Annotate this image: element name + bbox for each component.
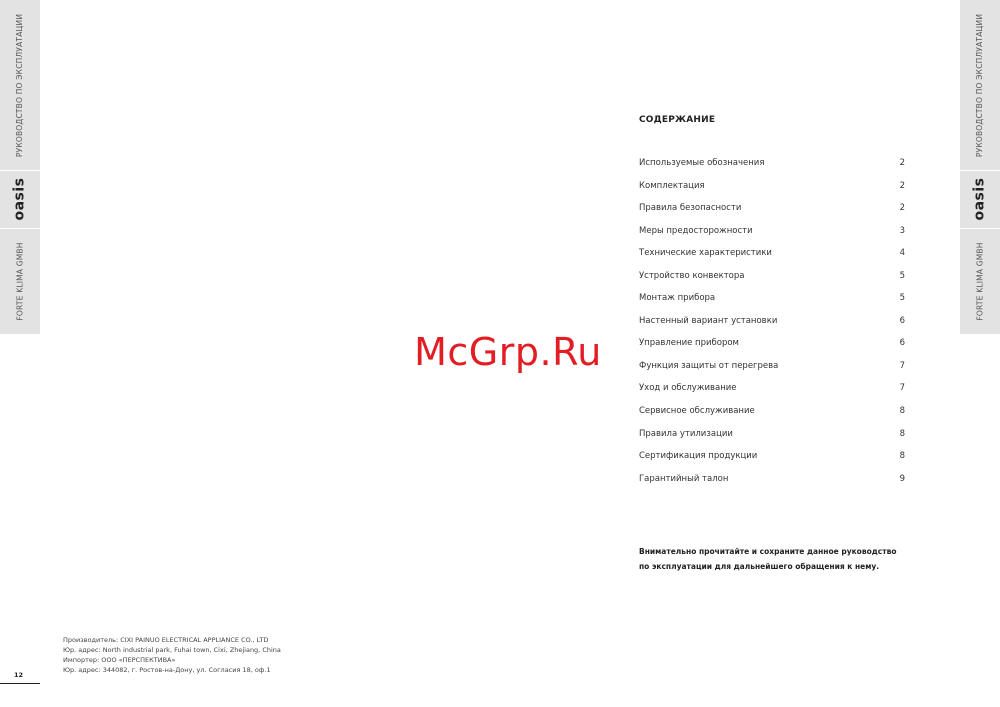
manual-title-segment xyxy=(960,0,1000,170)
toc-item-page: 2 xyxy=(899,180,905,191)
toc-item-page: 8 xyxy=(899,428,905,439)
toc-item-page: 8 xyxy=(899,451,905,462)
toc-row[interactable] xyxy=(639,224,905,247)
importer-address-line: Юр. адрес: 344082, г. Ростов-на-Дону, ул. Согласия 18, оф.1 xyxy=(63,666,271,674)
company-name: FORTE KLIMA GMBH xyxy=(15,241,25,321)
page-number-rule xyxy=(0,683,40,684)
notice-line: Внимательно прочитайте и сохраните данное руководство xyxy=(639,547,897,556)
read-notice xyxy=(639,545,899,574)
manual-title-segment xyxy=(0,0,40,170)
brand-logo: oasis xyxy=(12,177,28,221)
toc-row[interactable] xyxy=(639,404,905,427)
toc-item-label: Правила утилизации xyxy=(639,428,733,439)
toc-row[interactable] xyxy=(639,179,905,202)
toc-item-label: Используемые обозначения xyxy=(639,158,765,168)
toc-item-page: 2 xyxy=(899,203,905,214)
toc-item-page: 5 xyxy=(899,270,905,281)
toc-row[interactable] xyxy=(639,269,905,292)
toc-item-label: Управление прибором xyxy=(639,338,739,349)
toc-item-label: Настенный вариант установки xyxy=(639,315,778,326)
toc-item-label: Функция защиты от перегрева xyxy=(639,360,779,371)
importer-line: Импортер: ООО «ПЕРСПЕКТИВА» xyxy=(63,656,176,664)
toc-item-label: Устройство конвектора xyxy=(639,270,745,281)
right-side-tab xyxy=(960,0,1000,334)
toc-item-label: Комплектация xyxy=(639,180,705,191)
toc-item-label: Технические характеристики xyxy=(639,248,772,259)
manual-title: РУКОВОДСТВО ПО ЭКСПЛУАТАЦИИ xyxy=(15,13,25,157)
toc-row[interactable] xyxy=(639,381,905,404)
toc-item-label: Монтаж прибора xyxy=(639,293,716,304)
toc-item-page: 7 xyxy=(899,360,905,371)
brand-segment xyxy=(960,170,1000,228)
toc-row[interactable] xyxy=(639,314,905,337)
toc-item-page: 2 xyxy=(899,158,905,168)
toc-item-label: Уход и обслуживание xyxy=(639,383,737,394)
toc-item-page: 5 xyxy=(899,293,905,304)
address-line: Юр. адрес: North industrial park, Fuhai town, Cixi, Zhejiang, China xyxy=(63,646,281,654)
left-side-tab xyxy=(0,0,40,334)
toc-row[interactable] xyxy=(639,246,905,269)
page-number: 12 xyxy=(14,671,24,679)
toc-row[interactable] xyxy=(639,472,905,495)
toc-row[interactable] xyxy=(639,359,905,382)
table-of-contents xyxy=(639,113,905,494)
toc-item-label: Гарантийный талон xyxy=(639,473,729,484)
notice-line: по эксплуатации для дальнейшего обращения к нему. xyxy=(639,561,880,571)
toc-row[interactable] xyxy=(639,156,905,179)
manufacturer-info xyxy=(63,635,323,675)
toc-item-label: Сервисное обслуживание xyxy=(639,406,755,417)
toc-item-page: 8 xyxy=(899,406,905,417)
manufacturer-line: Производитель: CIXI PAINUO ELECTRICAL APPLIANCE CO., LTD xyxy=(63,636,269,644)
toc-item-label: Правила безопасности xyxy=(639,203,742,214)
toc-item-page: 3 xyxy=(899,225,905,236)
toc-item-page: 9 xyxy=(899,473,905,484)
brand-logo: oasis xyxy=(972,177,988,221)
company-segment xyxy=(0,228,40,334)
company-segment xyxy=(960,228,1000,334)
toc-item-label: Меры предосторожности xyxy=(639,225,753,236)
manual-title: РУКОВОДСТВО ПО ЭКСПЛУАТАЦИИ xyxy=(975,13,985,157)
toc-row[interactable] xyxy=(639,449,905,472)
toc-row[interactable] xyxy=(639,201,905,224)
toc-item-page: 7 xyxy=(899,383,905,394)
toc-item-page: 6 xyxy=(899,338,905,349)
toc-list xyxy=(639,156,905,494)
company-name: FORTE KLIMA GMBH xyxy=(975,241,985,321)
toc-row[interactable] xyxy=(639,427,905,450)
brand-segment xyxy=(0,170,40,228)
toc-item-label: Сертификация продукции xyxy=(639,451,758,462)
toc-item-page: 6 xyxy=(899,315,905,326)
toc-item-page: 4 xyxy=(899,248,905,259)
toc-title: СОДЕРЖАНИЕ xyxy=(639,115,716,125)
toc-row[interactable] xyxy=(639,291,905,314)
toc-row[interactable] xyxy=(639,336,905,359)
watermark: McGrp.Ru xyxy=(414,330,602,374)
